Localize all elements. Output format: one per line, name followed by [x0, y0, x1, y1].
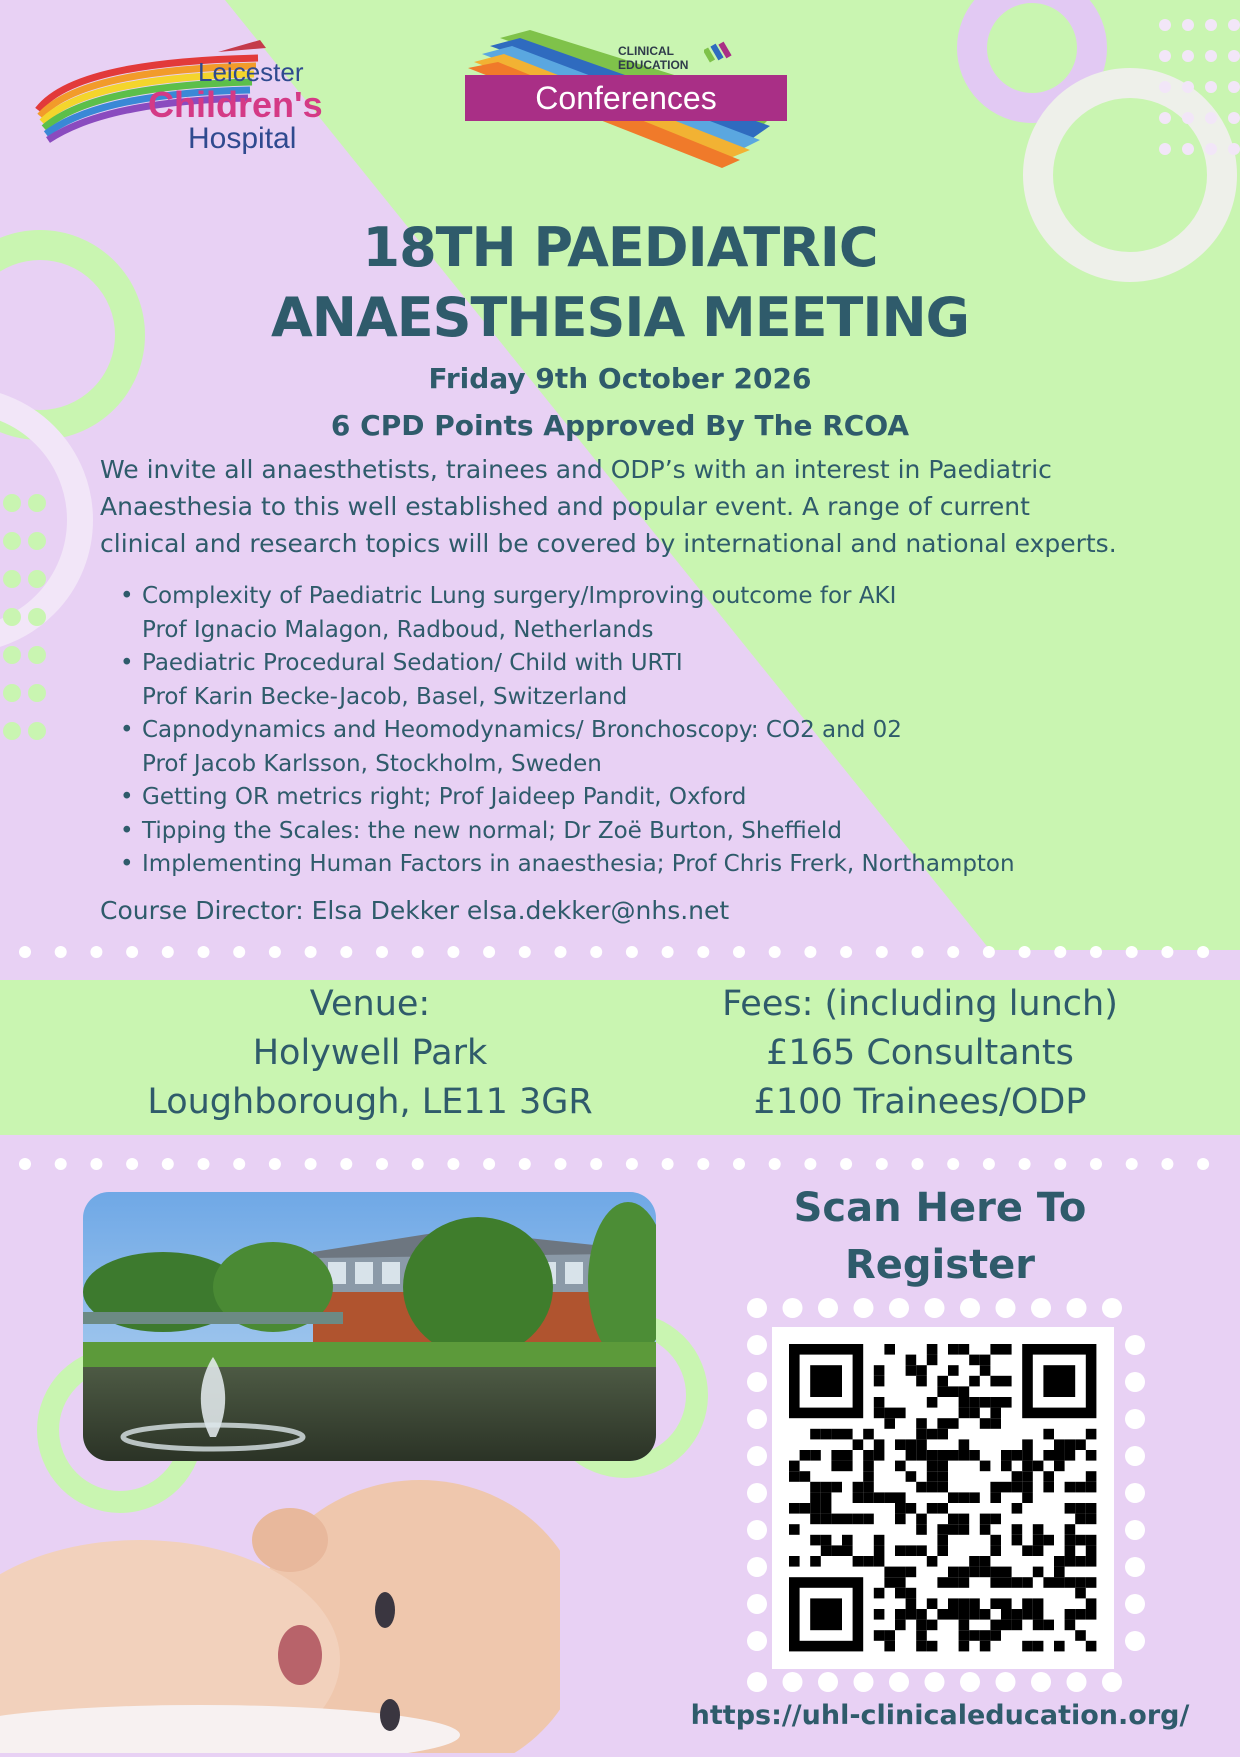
decor-dot	[233, 946, 245, 958]
decor-dot	[1125, 1409, 1145, 1429]
intro-line: Anaesthesia to this well established and popular event. A range of current	[100, 492, 1030, 521]
decor-dot	[804, 946, 816, 958]
venue-block	[110, 980, 630, 1127]
topic-title: • Implementing Human Factors in anaesthesia; Prof Chris Frerk, Northampton	[142, 851, 1015, 877]
decor-dot	[555, 946, 567, 958]
decor-dot	[960, 1672, 980, 1692]
decor-dot	[889, 1672, 909, 1692]
decor-dot	[1090, 1158, 1102, 1170]
fee-consultants: £165 Consultants	[766, 1033, 1074, 1073]
decor-dot	[1126, 946, 1138, 958]
decor-dot	[747, 1335, 767, 1355]
decor-dot	[19, 1158, 31, 1170]
decor-dot	[1197, 1158, 1209, 1170]
decor-dot	[983, 946, 995, 958]
decor-dot	[162, 1158, 174, 1170]
event-date: Friday 9th October 2026	[428, 362, 812, 395]
logo-text-hospital: Hospital	[188, 122, 297, 155]
topic-title: • Complexity of Paediatric Lung surgery/Improving outcome for AKI	[142, 583, 897, 609]
decor-dot	[1054, 946, 1066, 958]
decor-dot	[854, 1672, 874, 1692]
decor-dot	[996, 1672, 1016, 1692]
book-stack-icon	[704, 38, 734, 64]
tag-line-clinical: CLINICAL	[618, 44, 674, 58]
venue-heading: Venue:	[309, 984, 431, 1024]
decor-dot	[1102, 1672, 1122, 1692]
topic-title: • Paediatric Procedural Sedation/ Child with URTI	[142, 650, 683, 676]
decor-dot	[733, 1158, 745, 1170]
decor-dot	[412, 946, 424, 958]
intro-line: clinical and research topics will be covered by international and national experts.	[100, 529, 1117, 558]
decor-dot	[519, 1158, 531, 1170]
decor-dot	[590, 946, 602, 958]
conferences-banner: Conferences	[465, 75, 787, 121]
decor-dot	[840, 946, 852, 958]
decor-dot	[1067, 1298, 1087, 1318]
decor-dot	[269, 946, 281, 958]
decor-dot	[876, 1158, 888, 1170]
topic-speaker: Prof Ignacio Malagon, Radboud, Netherlands	[142, 616, 654, 643]
decor-dot	[1090, 946, 1102, 958]
fees-block	[660, 980, 1180, 1127]
decor-dot	[925, 1672, 945, 1692]
decor-dot	[769, 1158, 781, 1170]
hospital-logo	[28, 30, 358, 160]
decor-dot	[483, 946, 495, 958]
decor-dot	[126, 946, 138, 958]
decor-dot	[55, 1158, 67, 1170]
decor-dot	[747, 1631, 767, 1651]
decor-dot	[305, 946, 317, 958]
decor-dot	[198, 1158, 210, 1170]
decor-dot	[1161, 1158, 1173, 1170]
decor-dot	[697, 1158, 709, 1170]
decor-dot	[1125, 1557, 1145, 1577]
decor-dot	[769, 946, 781, 958]
topic-title: • Getting OR metrics right; Prof Jaideep Pandit, Oxford	[142, 784, 747, 810]
decor-dot	[925, 1298, 945, 1318]
decor-dot	[876, 946, 888, 958]
list-item	[142, 580, 1182, 647]
decor-dot	[697, 946, 709, 958]
decor-dot	[340, 946, 352, 958]
topic-speaker: Prof Karin Becke-Jacob, Basel, Switzerland	[142, 683, 628, 710]
decor-dot	[162, 946, 174, 958]
decor-dot	[804, 1158, 816, 1170]
topic-title: • Tipping the Scales: the new normal; Dr Zoë Burton, Sheffield	[142, 817, 842, 844]
decor-dot	[983, 1158, 995, 1170]
decor-dot	[733, 946, 745, 958]
decor-dot	[747, 1594, 767, 1614]
intro-paragraph	[100, 451, 1160, 562]
decor-dot	[269, 1158, 281, 1170]
decor-dot	[1102, 1298, 1122, 1318]
decor-dot	[447, 1158, 459, 1170]
topics-list	[100, 580, 1182, 882]
decor-dot	[1126, 1158, 1138, 1170]
decor-dot	[483, 1158, 495, 1170]
decor-dot	[555, 1158, 567, 1170]
decor-dot	[1019, 946, 1031, 958]
decor-dot	[747, 1409, 767, 1429]
topic-speaker: Prof Jacob Karlsson, Stockholm, Sweden	[142, 750, 602, 777]
fee-trainees: £100 Trainees/ODP	[753, 1082, 1087, 1122]
decor-dot	[1125, 1483, 1145, 1503]
decor-dot	[662, 1158, 674, 1170]
decor-dot	[305, 1158, 317, 1170]
list-item	[142, 815, 1182, 849]
decor-dot	[1197, 946, 1209, 958]
list-item	[142, 781, 1182, 815]
decor-dot	[55, 946, 67, 958]
decor-dot	[590, 1158, 602, 1170]
decor-dot	[340, 1158, 352, 1170]
event-title-line2: ANAESTHESIA MEETING	[270, 286, 969, 349]
decor-dot	[1125, 1372, 1145, 1392]
decor-dot	[626, 1158, 638, 1170]
decor-dot	[783, 1298, 803, 1318]
decor-dot	[783, 1672, 803, 1692]
event-title-line1: 18TH PAEDIATRIC	[362, 216, 878, 279]
logo-text-childrens: Children's	[148, 84, 323, 125]
scan-line1: Scan Here To	[793, 1185, 1087, 1231]
venue-photo	[83, 1192, 656, 1461]
decor-dot	[747, 1672, 767, 1692]
decor-dot	[747, 1446, 767, 1466]
decor-dot	[1019, 1158, 1031, 1170]
decor-dot	[90, 1158, 102, 1170]
decor-dot	[840, 1158, 852, 1170]
decor-dot	[1031, 1298, 1051, 1318]
decor-dot	[376, 1158, 388, 1170]
venue-address: Loughborough, LE11 3GR	[147, 1082, 593, 1122]
decor-dot	[1125, 1594, 1145, 1614]
decor-dot	[376, 946, 388, 958]
decor-dot	[519, 946, 531, 958]
intro-line: We invite all anaesthetists, trainees and ODP’s with an interest in Paediatric	[100, 455, 1052, 484]
scan-line2: Register	[844, 1242, 1036, 1288]
decor-dot	[818, 1672, 838, 1692]
course-director: Course Director: Elsa Dekker elsa.dekker@nhs.net	[100, 896, 730, 925]
decor-dot	[996, 1298, 1016, 1318]
decor-dot	[747, 1557, 767, 1577]
decor-dot	[947, 1158, 959, 1170]
list-item	[142, 848, 1182, 882]
decor-dot	[960, 1298, 980, 1318]
cpd-points: 6 CPD Points Approved By The RCOA	[330, 409, 910, 442]
scan-heading	[735, 1180, 1145, 1294]
list-item	[142, 714, 1182, 781]
decor-dot	[233, 1158, 245, 1170]
decor-dot	[447, 946, 459, 958]
decor-dot	[889, 1298, 909, 1318]
list-item	[142, 647, 1182, 714]
decor-dot	[1125, 1335, 1145, 1355]
decor-dot	[19, 946, 31, 958]
decor-dot	[1067, 1672, 1087, 1692]
topic-title: • Capnodynamics and Heomodynamics/ Bronchoscopy: CO2 and 02	[142, 717, 902, 743]
decor-dot	[1161, 946, 1173, 958]
decor-dot	[198, 946, 210, 958]
registration-link[interactable]: https://uhl-clinicaleducation.org/	[690, 1700, 1190, 1731]
decor-dot	[747, 1520, 767, 1540]
decor-dot	[818, 1298, 838, 1318]
decor-dot	[126, 1158, 138, 1170]
decor-dot	[747, 1298, 767, 1318]
logo-text-leicester: Leicester	[198, 57, 304, 87]
decor-dot	[947, 946, 959, 958]
decor-dot	[747, 1483, 767, 1503]
baby-photo	[0, 1480, 560, 1753]
decor-dot	[1031, 1672, 1051, 1692]
decor-dot	[1125, 1631, 1145, 1651]
tag-line-education: EDUCATION	[618, 58, 689, 72]
decor-dot	[626, 946, 638, 958]
decor-dot	[412, 1158, 424, 1170]
decor-dot	[662, 946, 674, 958]
qr-code-icon[interactable]	[772, 1327, 1114, 1669]
decor-dot	[90, 946, 102, 958]
fees-heading: Fees: (including lunch)	[722, 984, 1118, 1024]
decor-dot	[1125, 1446, 1145, 1466]
decor-dot	[912, 946, 924, 958]
decor-dot	[854, 1298, 874, 1318]
decor-dot	[747, 1372, 767, 1392]
decor-dot	[1054, 1158, 1066, 1170]
decor-dot	[1125, 1520, 1145, 1540]
decor-dot	[912, 1158, 924, 1170]
venue-name: Holywell Park	[252, 1033, 488, 1073]
clinical-education-tag	[618, 44, 688, 72]
